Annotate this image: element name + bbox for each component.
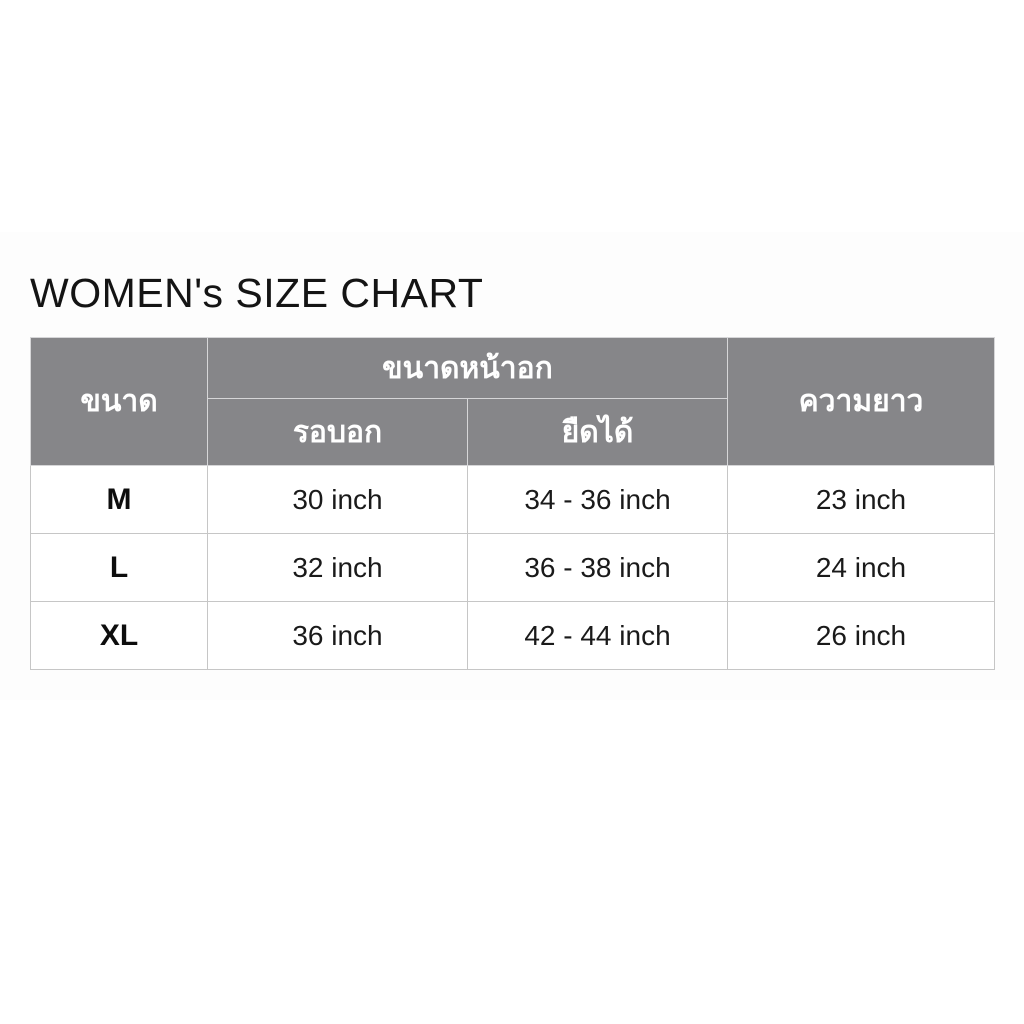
length-value: 23 inch [728, 466, 995, 534]
page-title: WOMEN's SIZE CHART [30, 270, 484, 316]
size-chart-table [30, 337, 995, 670]
header-chest-circumference: รอบอก [208, 399, 468, 466]
table-row-m [31, 466, 995, 534]
chest-value: 30 inch [208, 466, 468, 534]
size-value: M [31, 466, 208, 534]
length-value: 24 inch [728, 534, 995, 602]
table-body [31, 466, 995, 670]
header-chest-group: ขนาดหน้าอก [208, 338, 728, 399]
stretch-value: 34 - 36 inch [468, 466, 728, 534]
chest-value: 36 inch [208, 602, 468, 670]
table-row-l [31, 534, 995, 602]
table-header [31, 338, 995, 466]
chest-value: 32 inch [208, 534, 468, 602]
size-value: XL [31, 602, 208, 670]
stretch-value: 42 - 44 inch [468, 602, 728, 670]
length-value: 26 inch [728, 602, 995, 670]
size-value: L [31, 534, 208, 602]
table-row-xl [31, 602, 995, 670]
header-chest-stretch: ยืดได้ [468, 399, 728, 466]
stretch-value: 36 - 38 inch [468, 534, 728, 602]
header-size: ขนาด [31, 338, 208, 466]
header-length: ความยาว [728, 338, 995, 466]
